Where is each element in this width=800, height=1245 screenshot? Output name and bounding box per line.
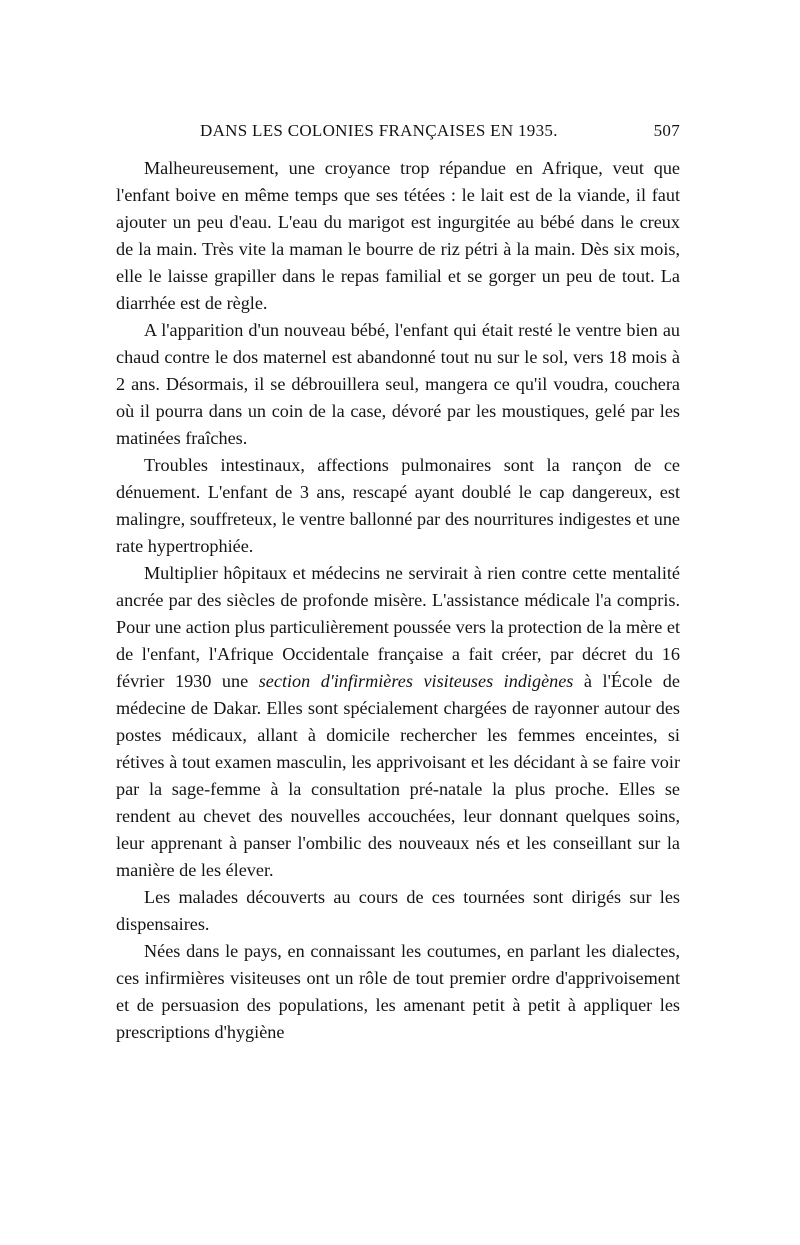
paragraph-4-text-after: à l'École de médecine de Dakar. Elles sont spécialement chargées de rayonner autour des postes médicaux, allant à domicile rechercher les femmes enceintes, si rétives à tout examen masculin, les apprivoisant et les décidant à se faire voir par la sage-femme à la consultation pré-natale la plus proche. Elles se rendent au chevet des nouvelles accouchées, leur donnant quelques soins, leur apprenant à panser l'ombilic des nouveaux nés et les conseillant sur la manière de les élever. [116,671,680,880]
running-header [115,120,680,142]
paragraph-6: Nées dans le pays, en connaissant les coutumes, en parlant les dialectes, ces infirmières visiteuses ont un rôle de tout premier ordre d'apprivoisement et de persuasion des populations, les amenant petit à petit à appliquer les prescriptions d'hygiène [116,941,680,1042]
paragraph-1: Malheureusement, une croyance trop répandue en Afrique, veut que l'enfant boive en même temps que ses tétées : le lait est de la viande, il faut ajouter un peu d'eau. L'eau du marigot est ingurgitée au bébé dans le creux de la main. Très vite la maman le bourre de riz pétri à la main. Dès six mois, elle le laisse grapiller dans le repas familial et se gorger un peu de tout. La diarrhée est de règle. [116,158,680,313]
paragraph-4-text-before: Multiplier hôpitaux et médecins ne servirait à rien contre cette mentalité ancrée par des siècles de profonde misère. L'assistance médicale l'a compris. Pour une action plus particulièrement poussée vers la protection de la mère et de l'enfant, l'Afrique Occidentale française a fait créer, par décret du 16 février 1930 une [116,563,680,691]
paragraph-4-italic-phrase: section d'infirmières visiteuses indigènes [258,671,574,691]
body-text [116,155,680,1046]
paragraph-2: A l'apparition d'un nouveau bébé, l'enfant qui était resté le ventre bien au chaud contre le dos maternel est abandonné tout nu sur le sol, vers 18 mois à 2 ans. Désormais, il se débrouillera seul, mangera ce qu'il voudra, couchera où il pourra dans un coin de la case, dévoré par les moustiques, gelé par les matinées fraîches. [116,320,680,448]
paragraph-5: Les malades découverts au cours de ces tournées sont dirigés sur les dispensaires. [116,887,680,934]
page-number: 507 [653,121,680,140]
running-title: DANS LES COLONIES FRANÇAISES EN 1935. [200,121,558,140]
paragraph-4 [116,560,680,884]
paragraph-3: Troubles intestinaux, affections pulmonaires sont la rançon de ce dénuement. L'enfant de 3 ans, rescapé ayant doublé le cap dangereux, est malingre, souffreteux, le ventre ballonné par des nourritures indigestes et une rate hypertrophiée. [116,455,680,556]
